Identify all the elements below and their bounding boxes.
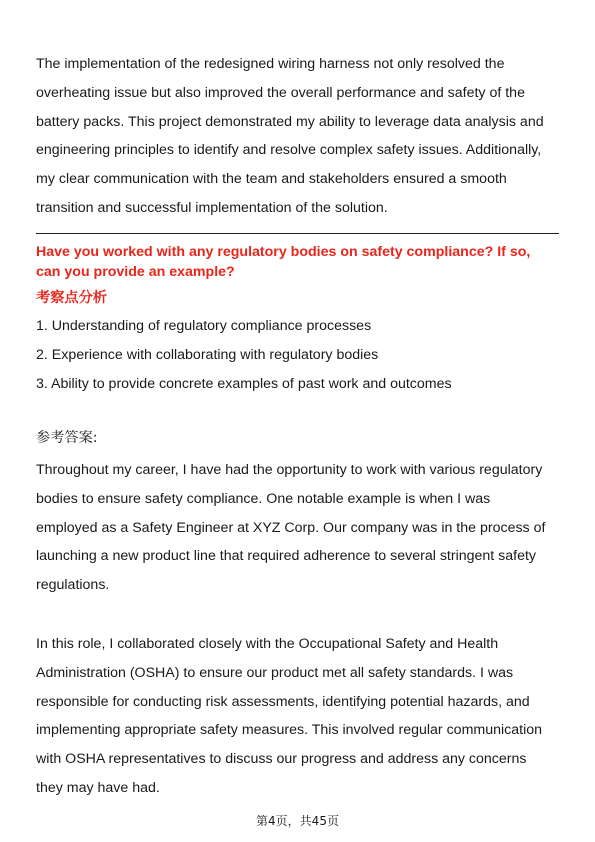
section-divider [36,233,559,234]
analysis-point: 2. Experience with collaborating with regulatory bodies [36,346,379,363]
answer-line: bodies to ensure safety compliance. One notable example is when I was [36,490,491,507]
question-heading [36,242,562,282]
answer-paragraph-2 [36,630,562,803]
answer-line: with OSHA representatives to discuss our progress and address any concerns [36,751,527,768]
intro-paragraph [36,50,562,223]
analysis-point: 1. Understanding of regulatory compliance processes [36,318,372,334]
answer-line: implementing appropriate safety measures. This involved regular communication [36,722,543,739]
intro-line: overheating issue but also improved the overall performance and safety of the [36,84,525,101]
answer-line: Throughout my career, I have had the opportunity to work with various regulatory [36,462,543,478]
intro-line: transition and successful implementation of the solution. [36,199,388,216]
intro-line: battery packs. This project demonstrated my ability to leverage data analysis and [36,113,544,130]
answer-line: employed as a Safety Engineer at XYZ Corp. Our company was in the process of [36,519,546,536]
answer-heading: 参考答案: [36,430,98,446]
intro-line: The implementation of the redesigned wiring harness not only resolved the [36,56,505,72]
analysis-heading: 考察点分析 [36,290,107,306]
answer-line: regulations. [36,577,110,594]
answer-line: Administration (OSHA) to ensure our product met all safety standards. I was [36,664,514,681]
question-line: can you provide an example? [36,264,235,280]
answer-line: responsible for conducting risk assessments, identifying potential hazards, and [36,693,530,710]
analysis-point: 3. Ability to provide concrete examples of past work and outcomes [36,375,452,392]
analysis-points-list [36,312,562,398]
answer-line: In this role, I collaborated closely with the Occupational Safety and Health [36,636,499,652]
page-number-footer: 第4页，共45页 [256,814,339,828]
answer-paragraph-1 [36,456,562,600]
answer-line: they may have had. [36,779,160,796]
intro-line: my clear communication with the team and stakeholders ensured a smooth [36,171,507,188]
question-line: Have you worked with any regulatory bodies on safety compliance? If so, [36,244,531,260]
answer-line: launching a new product line that required adherence to several stringent safety [36,548,537,565]
intro-line: engineering principles to identify and resolve complex safety issues. Additionally, [36,142,542,159]
